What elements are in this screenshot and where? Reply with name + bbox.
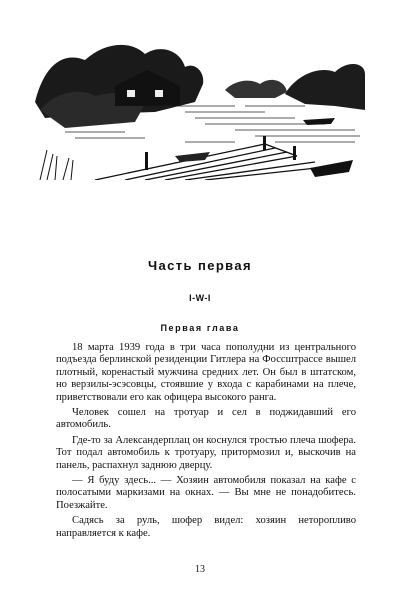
lake-pier-landscape-icon [35,32,365,180]
body-text [56,342,356,543]
page-number: 13 [195,564,205,575]
chapter-title: Первая глава [160,323,240,333]
part-title: Часть первая [147,258,253,273]
paragraph: 18 марта 1939 года в три часа пополудни из центрального подъезда берлинской резиденции Гитлера на Фоссштрассе вышел плотный, коренастый мужчина средних лет. Он был в штатском, но верзилы-эсэсовцы, стоявшие у входа с карабинами на плече, приветствовали его как офицера высокого ранга. [56,342,356,403]
section-mark: I-W-I [189,293,211,303]
lake-pier-illustration [35,32,365,180]
paragraph: Садясь за руль, шофер видел: хозяин неторопливо направляется к кафе. [56,515,356,539]
paragraph: — Я буду здесь... — Хозяин автомобиля показал на кафе с полосатыми маркизами на окнах. — Вы мне не понадобитесь. Поезжайте. [56,475,356,511]
paragraph: Где-то за Александерплац он коснулся тростью плеча шофера. Тот подал автомобиль к тротуару, притормозил и, выскочив на панель, распахнул заднюю дверцу. [56,434,356,471]
paragraph: Человек сошел на тротуар и сел в поджидавший его автомобиль. [56,407,356,431]
